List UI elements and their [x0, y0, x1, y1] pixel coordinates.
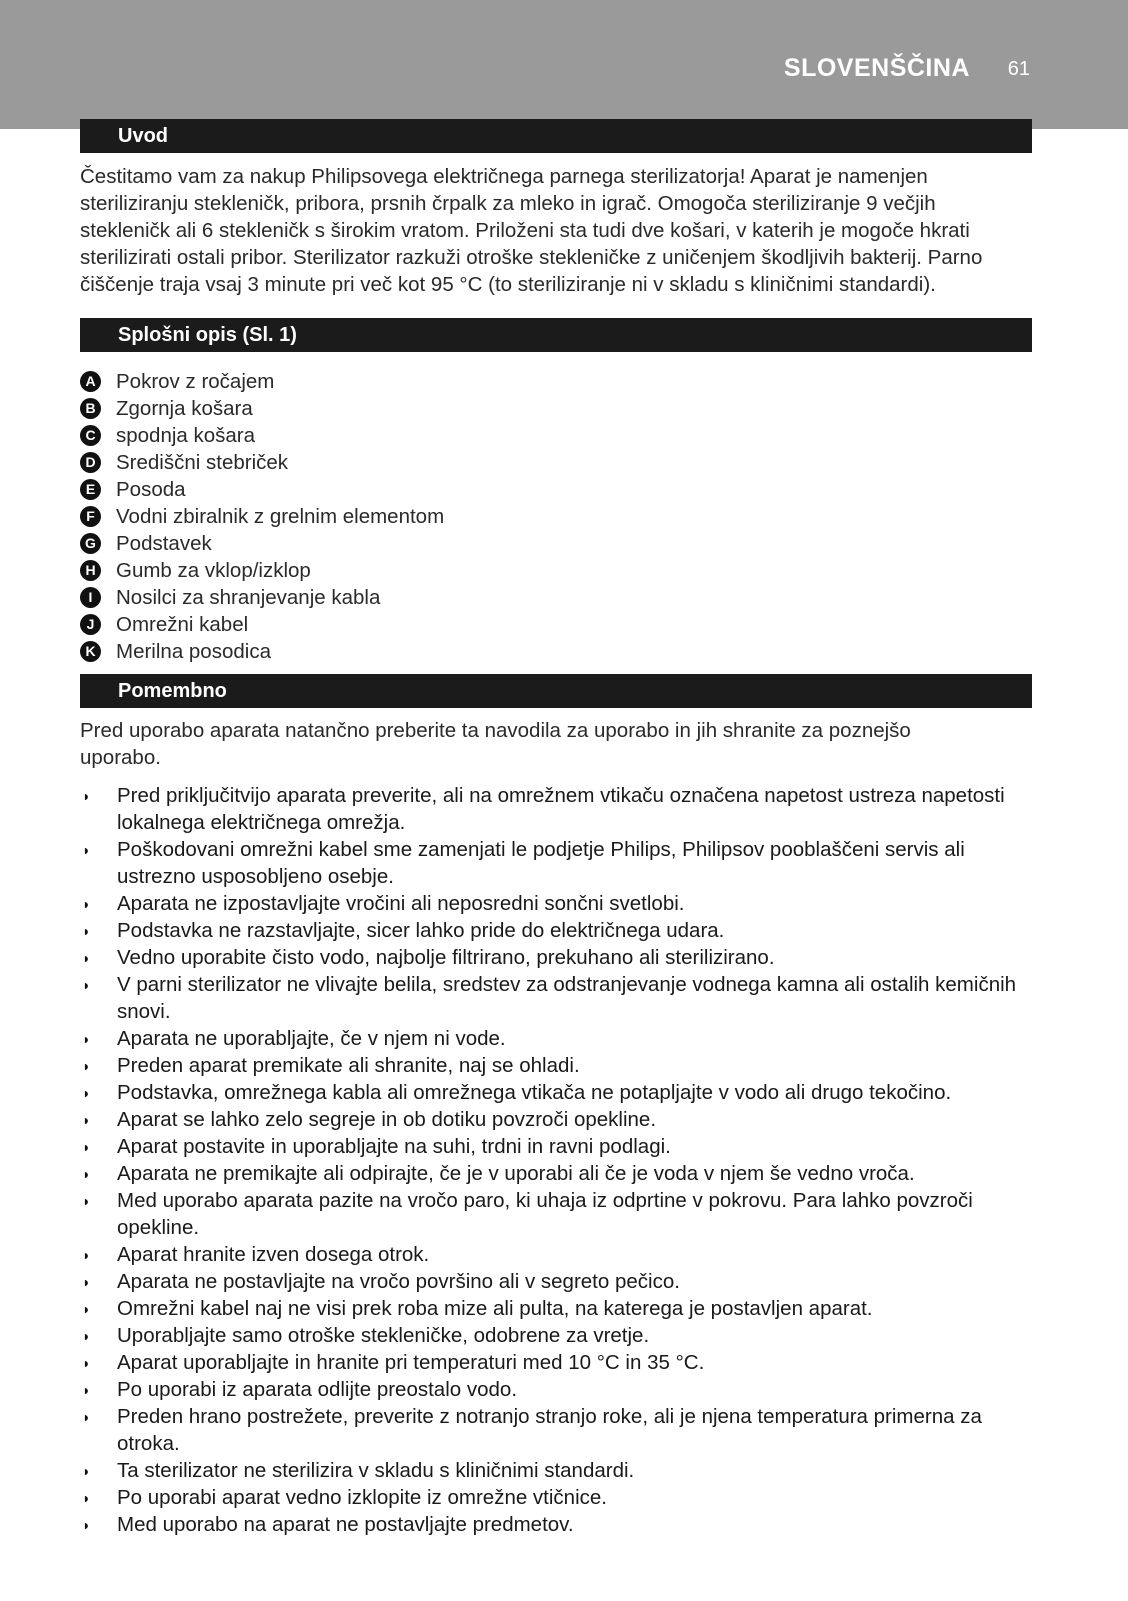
safety-item	[80, 1349, 1032, 1376]
bullet-marker-icon: ◗	[82, 1193, 91, 1209]
safety-item-text: Uporabljajte samo otroške stekleničke, odobrene za vretje.	[117, 1324, 650, 1347]
bullet-marker-icon: ◗	[82, 950, 91, 966]
safety-item-text: Aparat hranite izven dosega otrok.	[117, 1243, 430, 1266]
legend-item	[80, 530, 1032, 557]
intro-line: stekleničk ali 6 stekleničk s širokim vratom. Priloženi sta tudi dve košari, v katerih je mogoče hkrati	[80, 219, 970, 242]
safety-item-text: Preden hrano postrežete, preverite z notranjo stranjo roke, ali je njena temperatura primerna za otroka.	[117, 1405, 982, 1455]
legend-letter-badge: B	[80, 398, 101, 419]
safety-list	[80, 782, 1032, 1538]
safety-item-text: Aparat postavite in uporabljajte na suhi, trdni in ravni podlagi.	[117, 1135, 671, 1158]
safety-item	[80, 944, 1032, 971]
safety-item	[80, 1106, 1032, 1133]
legend-letter-badge: J	[80, 614, 101, 635]
legend-letter-badge: F	[80, 506, 101, 527]
intro-line: Čestitamo vam za nakup Philipsovega električnega parnega sterilizatorja! Aparat je namenjen	[80, 165, 928, 188]
safety-item-text: Med uporabo na aparat ne postavljajte predmetov.	[117, 1513, 574, 1536]
safety-item	[80, 971, 1032, 1025]
section-bar-intro	[80, 119, 1032, 153]
bullet-marker-icon: ◗	[82, 896, 91, 912]
legend-item	[80, 584, 1032, 611]
safety-item-text: Vedno uporabite čisto vodo, najbolje filtrirano, prekuhano ali sterilizirano.	[117, 946, 775, 969]
bullet-marker-icon: ◗	[82, 1382, 91, 1398]
intro-line: čiščenje traja vsaj 3 minute pri več kot 95 °C (to steriliziranje ni v skladu s kliničnimi standardi).	[80, 273, 936, 296]
bullet-marker-icon: ◗	[82, 1490, 91, 1506]
safety-item	[80, 1457, 1032, 1484]
parts-legend	[80, 368, 1032, 665]
legend-item	[80, 611, 1032, 638]
intro-line: steriliziranju stekleničk, pribora, prsnih črpalk za mleko in igrač. Omogoča steriliziranje 9 večjih	[80, 192, 936, 215]
legend-label: Pokrov z ročajem	[116, 370, 275, 393]
safety-item-text: V parni sterilizator ne vlivajte belila, sredstev za odstranjevanje vodnega kamna ali ostalih kemičnih snovi.	[117, 973, 1017, 1023]
bullet-marker-icon: ◗	[82, 1355, 91, 1371]
bullet-marker-icon: ◗	[82, 1301, 91, 1317]
safety-item	[80, 1079, 1032, 1106]
language-label: SLOVENŠČINA	[783, 54, 970, 82]
safety-item	[80, 1295, 1032, 1322]
safety-item	[80, 1484, 1032, 1511]
legend-label: Podstavek	[116, 532, 212, 555]
legend-letter-badge: A	[80, 371, 101, 392]
safety-item-text: Pred priključitvijo aparata preverite, ali na omrežnem vtikaču označena napetost ustreza napetosti lokalnega električnega omrežja.	[117, 784, 1005, 834]
safety-item	[80, 1052, 1032, 1079]
bullet-marker-icon: ◗	[82, 1031, 91, 1047]
legend-item	[80, 557, 1032, 584]
legend-item	[80, 422, 1032, 449]
legend-item	[80, 476, 1032, 503]
legend-letter-badge: I	[80, 587, 101, 608]
safety-item	[80, 782, 1032, 836]
bullet-marker-icon: ◗	[82, 1058, 91, 1074]
legend-letter-badge: C	[80, 425, 101, 446]
bullet-marker-icon: ◗	[82, 1274, 91, 1290]
legend-letter-badge: E	[80, 479, 101, 500]
legend-label: Gumb za vklop/izklop	[116, 559, 311, 582]
bullet-marker-icon: ◗	[82, 1409, 91, 1425]
safety-item-text: Aparata ne izpostavljajte vročini ali neposredni sončni svetlobi.	[117, 892, 685, 915]
safety-item	[80, 1133, 1032, 1160]
legend-item	[80, 503, 1032, 530]
section-bar-important	[80, 674, 1032, 708]
safety-item-text: Podstavka, omrežnega kabla ali omrežnega vtikača ne potapljajte v vodo ali drugo tekočino.	[117, 1081, 952, 1104]
safety-item-text: Poškodovani omrežni kabel sme zamenjati le podjetje Philips, Philipsov pooblaščeni servis ali ustrezno usposobljeno osebje.	[117, 838, 965, 888]
intro-paragraph	[80, 163, 1032, 298]
page-number: 61	[1007, 58, 1030, 80]
legend-label: Merilna posodica	[116, 640, 271, 663]
safety-item	[80, 836, 1032, 890]
legend-item	[80, 449, 1032, 476]
bullet-marker-icon: ◗	[82, 923, 91, 939]
safety-item	[80, 890, 1032, 917]
section-title-important: Pomembno	[118, 680, 227, 702]
bullet-marker-icon: ◗	[82, 1112, 91, 1128]
safety-item-text: Preden aparat premikate ali shranite, naj se ohladi.	[117, 1054, 580, 1077]
legend-label: Nosilci za shranjevanje kabla	[116, 586, 381, 609]
important-intro-line: uporabo.	[80, 746, 161, 769]
bullet-marker-icon: ◗	[82, 1166, 91, 1182]
bullet-marker-icon: ◗	[82, 1247, 91, 1263]
safety-item	[80, 1376, 1032, 1403]
safety-item	[80, 917, 1032, 944]
safety-item-text: Po uporabi iz aparata odlijte preostalo vodo.	[117, 1378, 518, 1401]
legend-letter-badge: D	[80, 452, 101, 473]
legend-item	[80, 395, 1032, 422]
legend-letter-badge: G	[80, 533, 101, 554]
bullet-marker-icon: ◗	[82, 842, 91, 858]
bullet-marker-icon: ◗	[82, 1517, 91, 1533]
bullet-marker-icon: ◗	[82, 1139, 91, 1155]
safety-item	[80, 1322, 1032, 1349]
safety-item	[80, 1268, 1032, 1295]
bullet-marker-icon: ◗	[82, 788, 91, 804]
section-title-intro: Uvod	[118, 125, 168, 147]
safety-item-text: Ta sterilizator ne sterilizira v skladu s kliničnimi standardi.	[117, 1459, 635, 1482]
important-intro-line: Pred uporabo aparata natančno preberite ta navodila za uporabo in jih shranite za poznejšo	[80, 719, 911, 742]
safety-item-text: Aparata ne uporabljajte, če v njem ni vode.	[117, 1027, 506, 1050]
legend-letter-badge: K	[80, 641, 101, 662]
section-title-description: Splošni opis (Sl. 1)	[118, 324, 297, 346]
safety-item-text: Aparata ne postavljajte na vročo površino ali v segreto pečico.	[117, 1270, 680, 1293]
safety-item	[80, 1241, 1032, 1268]
legend-label: Zgornja košara	[116, 397, 253, 420]
safety-item	[80, 1187, 1032, 1241]
bullet-marker-icon: ◗	[82, 1463, 91, 1479]
legend-label: Središčni stebriček	[116, 451, 289, 474]
legend-item	[80, 638, 1032, 665]
section-bar-description	[80, 318, 1032, 352]
intro-line: sterilizirati ostali pribor. Sterilizator razkuži otroške stekleničke z uničenjem škodljivih bakterij. Parno	[80, 246, 983, 269]
safety-item	[80, 1511, 1032, 1538]
bullet-marker-icon: ◗	[82, 1328, 91, 1344]
legend-label: spodnja košara	[116, 424, 256, 447]
bullet-marker-icon: ◗	[82, 977, 91, 993]
safety-item	[80, 1160, 1032, 1187]
safety-item-text: Med uporabo aparata pazite na vročo paro, ki uhaja iz odprtine v pokrovu. Para lahko povzroči opekline.	[117, 1189, 973, 1239]
safety-item-text: Po uporabi aparat vedno izklopite iz omrežne vtičnice.	[117, 1486, 607, 1509]
safety-item-text: Omrežni kabel naj ne visi prek roba mize ali pulta, na katerega je postavljen aparat.	[117, 1297, 873, 1320]
bullet-marker-icon: ◗	[82, 1085, 91, 1101]
legend-letter-badge: H	[80, 560, 101, 581]
safety-item-text: Aparata ne premikajte ali odpirajte, če je v uporabi ali če je voda v njem še vedno vroča.	[117, 1162, 915, 1185]
legend-item	[80, 368, 1032, 395]
safety-item	[80, 1025, 1032, 1052]
legend-label: Posoda	[116, 478, 186, 501]
safety-item-text: Aparat uporabljajte in hranite pri temperaturi med 10 °C in 35 °C.	[117, 1351, 705, 1374]
safety-item-text: Podstavka ne razstavljajte, sicer lahko pride do električnega udara.	[117, 919, 725, 942]
safety-item	[80, 1403, 1032, 1457]
important-intro	[80, 717, 1032, 771]
legend-label: Omrežni kabel	[116, 613, 249, 636]
legend-label: Vodni zbiralnik z grelnim elementom	[116, 505, 445, 528]
safety-item-text: Aparat se lahko zelo segreje in ob dotiku povzroči opekline.	[117, 1108, 657, 1131]
